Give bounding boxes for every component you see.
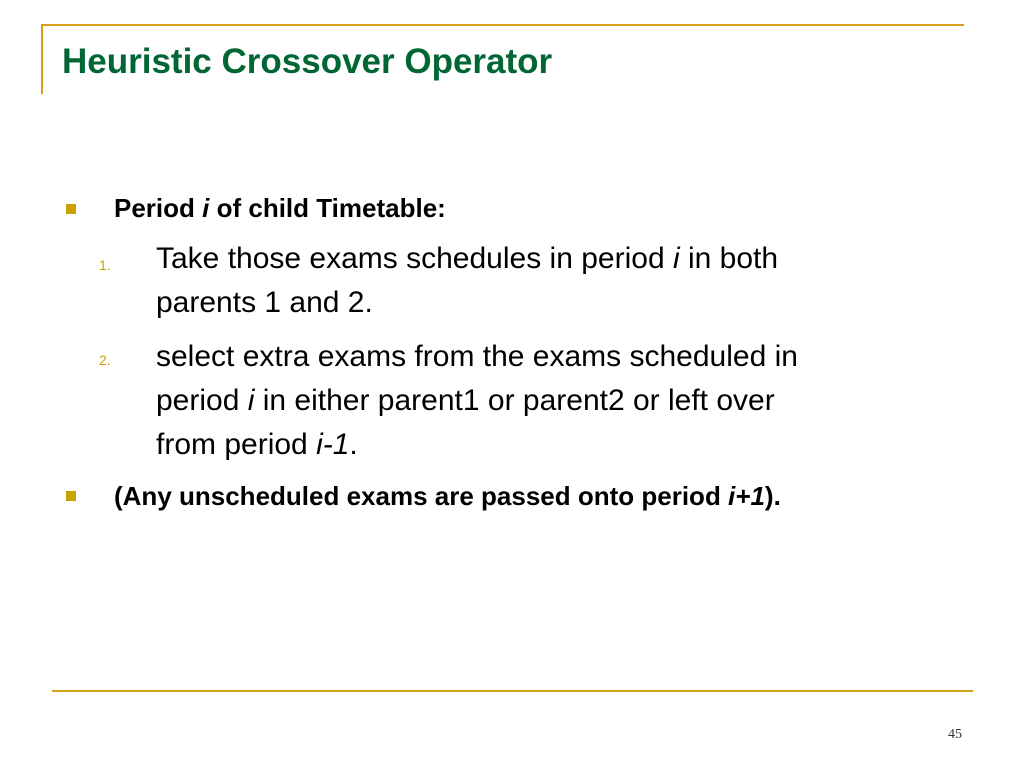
bullet-text: of child Timetable: xyxy=(209,193,446,223)
step-number: 2. xyxy=(99,352,111,368)
bullet-text: Period xyxy=(114,193,203,223)
step-text: in both xyxy=(679,242,779,275)
step-line xyxy=(156,237,956,281)
bullet-text: ). xyxy=(764,481,781,511)
page-number: 45 xyxy=(948,727,962,742)
square-bullet-icon xyxy=(66,204,76,214)
step-italic-var: i-1 xyxy=(316,428,350,461)
step-1-text xyxy=(156,237,956,325)
title-frame-left-rule xyxy=(41,24,43,94)
bullet-italic-var: i xyxy=(202,193,210,223)
step-italic-var: i xyxy=(247,384,255,417)
title-frame-top-rule xyxy=(43,24,964,26)
step-text: Take those exams schedules in period xyxy=(156,242,673,275)
slide-title: Heuristic Crossover Operator xyxy=(62,42,553,81)
step-text: . xyxy=(349,428,358,461)
step-line: select extra exams from the exams scheduled in xyxy=(156,340,798,373)
bullet-period-i xyxy=(114,188,944,228)
footer-rule xyxy=(52,690,973,692)
bullet-text: (Any unscheduled exams are passed onto period xyxy=(114,481,729,511)
bullet-unscheduled xyxy=(114,476,934,516)
step-italic-var: i xyxy=(672,242,680,275)
step-line xyxy=(156,423,956,467)
step-2-text xyxy=(156,335,956,467)
step-number: 1. xyxy=(99,257,111,273)
step-text: period xyxy=(156,384,248,417)
step-text: from period xyxy=(156,428,317,461)
step-line: parents 1 and 2. xyxy=(156,286,373,319)
bullet-italic-var: i+1 xyxy=(728,481,765,511)
step-line xyxy=(156,379,956,423)
step-text: in either parent1 or parent2 or left over xyxy=(254,384,775,417)
square-bullet-icon xyxy=(66,491,76,501)
